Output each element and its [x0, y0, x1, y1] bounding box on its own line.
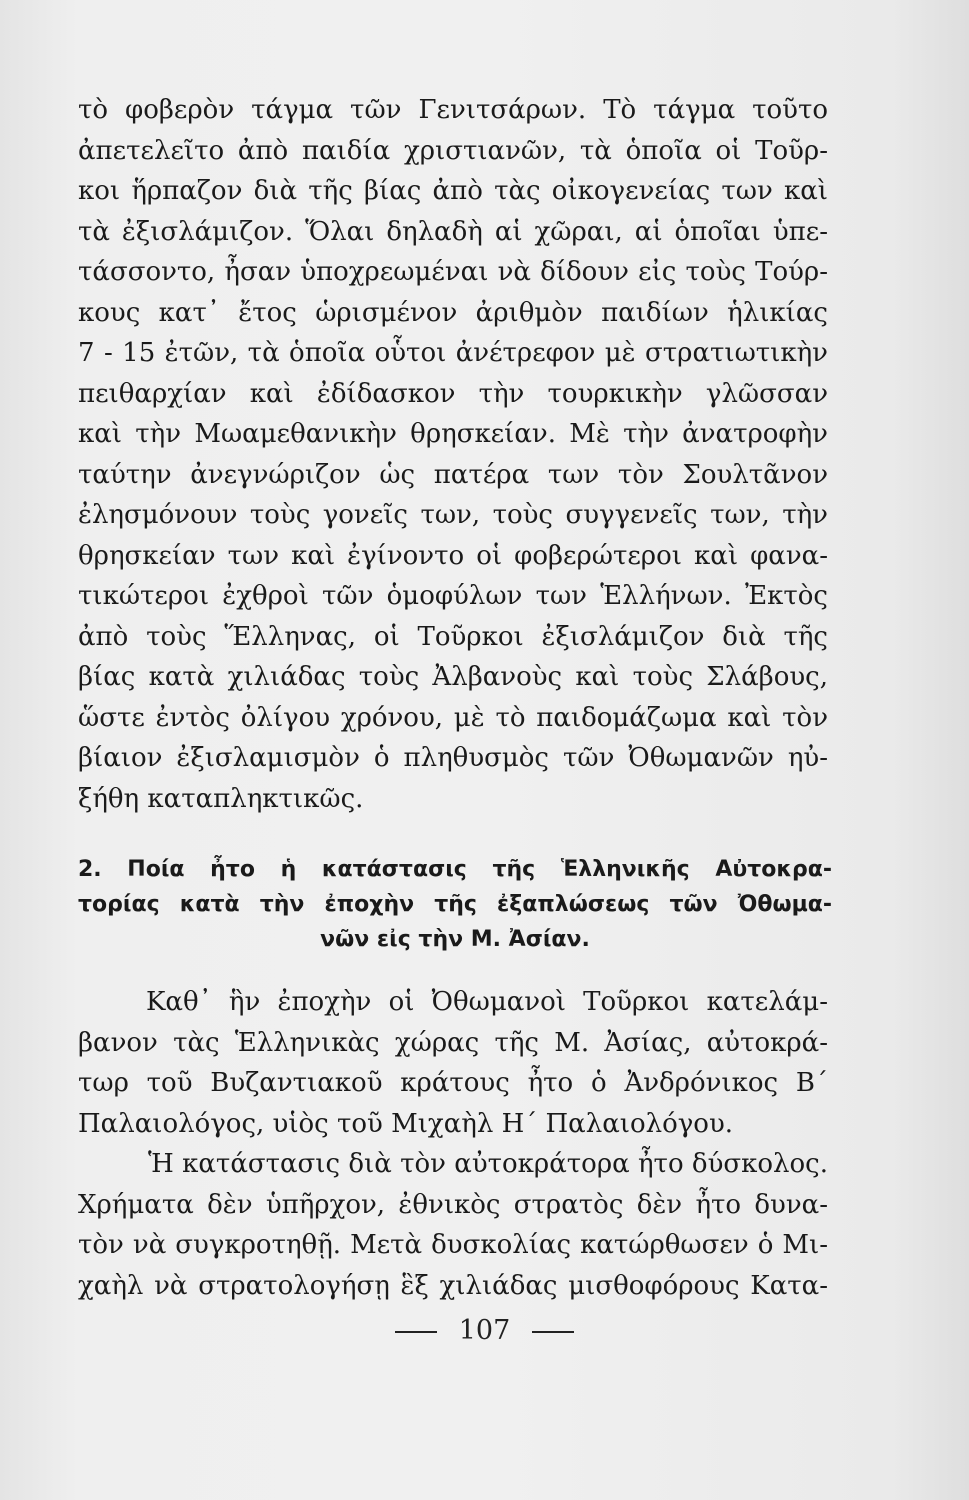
- heading-line: νῶν εἰς τὴν Μ. Ἀσίαν.: [320, 927, 590, 952]
- paragraph-byzantine-empire: [78, 982, 828, 1306]
- heading-line: 2. Ποία ἦτο ἡ κατάστασις τῆς Ἑλληνικῆς Αὐτοκρα-: [78, 857, 832, 882]
- heading-line: τορίας κατὰ τὴν ἐποχὴν τῆς ἐξαπλώσεως τῶν Ὀθωμα-: [78, 892, 832, 917]
- text-line: καὶ τὴν Μωαμεθανικὴν θρησκείαν. Μὲ τὴν ἀνατροφὴν: [78, 419, 828, 449]
- text-line: κοι ἥρπαζον διὰ τῆς βίας ἀπὸ τὰς οἰκογενείας των καὶ: [78, 176, 828, 206]
- text-line: τωρ τοῦ Βυζαντιακοῦ κράτους ἦτο ὁ Ἀνδρόνικος Β´: [78, 1068, 828, 1098]
- text-line: Παλαιολόγος, υἱὸς τοῦ Μιχαὴλ Η´ Παλαιολόγου.: [78, 1108, 734, 1139]
- text-line: ξήθη καταπληκτικῶς.: [78, 783, 364, 814]
- text-line: Καθ᾽ ἣν ἐποχὴν οἱ Ὀθωμανοὶ Τοῦρκοι κατελάμ-: [146, 987, 828, 1017]
- text-line: τὰ ἐξισλάμιζον. Ὅλαι δηλαδὴ αἱ χῶραι, αἱ ὁποῖαι ὑπε-: [78, 216, 828, 247]
- left-dash: [395, 1331, 437, 1333]
- right-dash: [532, 1331, 574, 1333]
- page-number: [0, 1315, 969, 1346]
- text-line: βανον τὰς Ἑλληνικὰς χώρας τῆς Μ. Ἀσίας, αὐτοκρά-: [78, 1027, 828, 1058]
- text-line: ἐλησμόνουν τοὺς γονεῖς των, τοὺς συγγενεῖς των, τὴν: [78, 500, 828, 530]
- text-line: τικώτεροι ἐχθροὶ τῶν ὁμοφύλων των Ἑλλήνων. Ἐκτὸς: [78, 581, 828, 611]
- text-line: βίαιον ἐξισλαμισμὸν ὁ πληθυσμὸς τῶν Ὀθωμανῶν ηὐ-: [78, 743, 828, 773]
- text-line: τάσσοντο, ἦσαν ὑποχρεωμέναι νὰ δίδουν εἰς τοὺς Τούρ-: [78, 257, 828, 287]
- text-line: ἀπετελεῖτο ἀπὸ παιδία χριστιανῶν, τὰ ὁποῖα οἱ Τοῦρ-: [78, 135, 828, 166]
- section-heading: [78, 852, 832, 957]
- text-line: 7 - 15 ἐτῶν, τὰ ὁποῖα οὗτοι ἀνέτρεφον μὲ στρατιωτικὴν: [78, 338, 828, 368]
- text-line: ταύτην ἀνεγνώριζον ὡς πατέρα των τὸν Σουλτᾶνον: [78, 459, 828, 490]
- text-line: χαὴλ νὰ στρατολογήσῃ ἓξ χιλιάδας μισθοφόρους Κατα-: [78, 1270, 828, 1301]
- text-line: ἀπὸ τοὺς Ἕλληνας, οἱ Τοῦρκοι ἐξισλάμιζον διὰ τῆς: [78, 621, 828, 652]
- text-line: Χρήματα δὲν ὑπῆρχον, ἐθνικὸς στρατὸς δὲν ἦτο δυνα-: [78, 1189, 828, 1220]
- text-line: ὥστε ἐντὸς ὀλίγου χρόνου, μὲ τὸ παιδομάζωμα καὶ τὸν: [78, 702, 828, 733]
- text-line: πειθαρχίαν καὶ ἐδίδασκον τὴν τουρκικὴν γλῶσσαν: [78, 378, 828, 409]
- text-line: τὸν νὰ συγκροτηθῇ. Μετὰ δυσκολίας κατώρθωσεν ὁ Μι-: [78, 1230, 828, 1260]
- page-number-value: 107: [458, 1315, 511, 1346]
- text-line: Ἡ κατάστασις διὰ τὸν αὐτοκράτορα ἦτο δύσκολος.: [148, 1149, 828, 1179]
- text-line: κους κατ᾽ ἔτος ὡρισμένον ἀριθμὸν παιδίων ἡλικίας: [78, 297, 828, 328]
- paragraph-janissaries: [78, 90, 828, 819]
- text-line: βίας κατὰ χιλιάδας τοὺς Ἀλβανοὺς καὶ τοὺς Σλάβους,: [78, 662, 828, 692]
- text-line: θρησκείαν των καὶ ἐγίνοντο οἱ φοβερώτεροι καὶ φανα-: [78, 540, 828, 571]
- text-line: τὸ φοβερὸν τάγμα τῶν Γενιτσάρων. Τὸ τάγμα τοῦτο: [78, 95, 828, 125]
